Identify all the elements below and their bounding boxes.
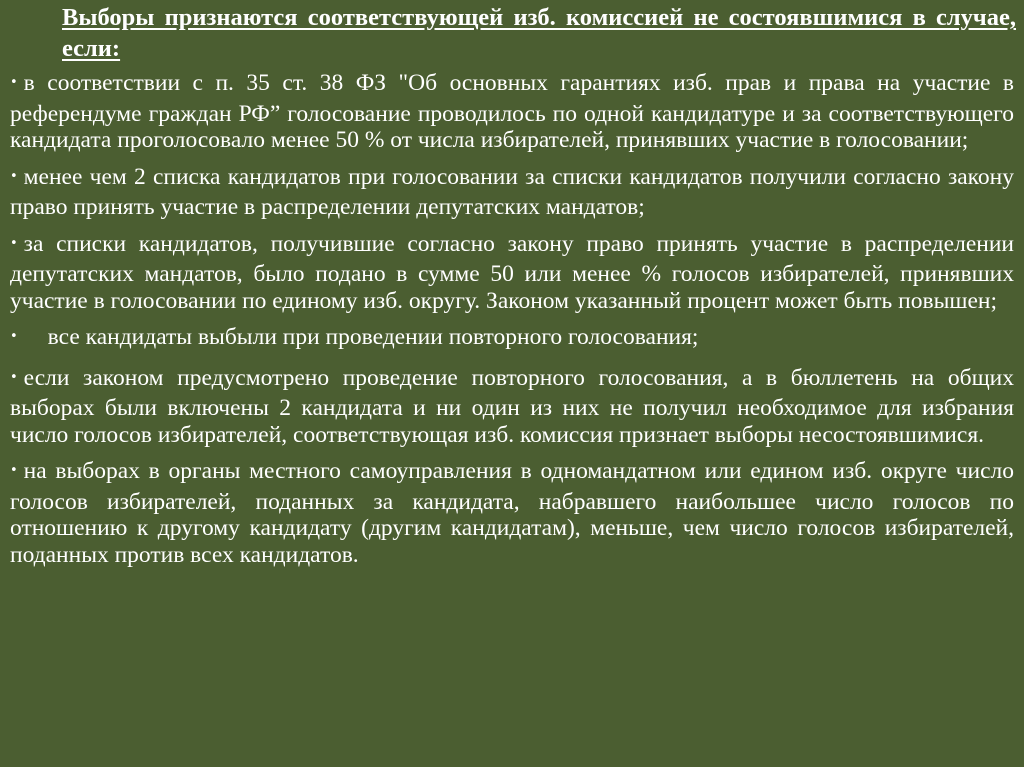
conditions-list	[10, 70, 1014, 578]
bullet-icon: •	[10, 75, 18, 90]
list-item	[10, 70, 1014, 154]
list-item-text: в соответствии с п. 35 ст. 38 ФЗ "Об основных гарантиях изб. прав и права на участие в референдуме граждан РФ” голосование проводилось по одной кандидатуре и за соответствующего кандидата проголосовало менее 50 % от числа избирателей, принявших участие в голосовании;	[10, 70, 1014, 153]
list-item	[10, 231, 1014, 315]
list-item-text: менее чем 2 списка кандидатов при голосовании за списки кандидатов получили согласно закону право принять участие в распределении депутатских мандатов;	[10, 163, 1014, 220]
list-item-text: на выборах в органы местного самоуправления в одномандатном или едином изб. округе число голосов избирателей, поданных за кандидата, набравшего наибольшее число голосов по отношению к другому кандидату (другим кандидатам), меньше, чем число голосов избирателей, поданных против всех кандидатов.	[10, 458, 1014, 568]
list-item	[10, 458, 1014, 568]
bullet-icon: •	[10, 369, 18, 385]
bullet-icon: •	[10, 168, 18, 184]
list-item	[10, 324, 1014, 355]
bullet-icon: •	[10, 235, 18, 251]
list-item	[10, 365, 1014, 449]
bullet-icon: •	[10, 463, 18, 478]
list-item	[10, 164, 1014, 221]
list-item-text: если законом предусмотрено проведение повторного голосования, а в бюллетень на общих выборах были включены 2 кандидата и ни один из них не получил необходимое для избрания число голосов избирателей, соответствующая изб. комиссия признает выборы несостоявшимися.	[10, 364, 1014, 448]
bullet-icon: •	[10, 329, 18, 344]
slide-heading: Выборы признаются соответствующей изб. комиссией не состоявшимися в случае, если:	[62, 4, 1016, 62]
list-item-text: все кандидаты выбыли при проведении повторного голосования;	[47, 324, 699, 350]
list-item-text: за списки кандидатов, получившие согласно закону право принять участие в распределении депутатских мандатов, было подано в сумме 50 или менее % голосов избирателей, принявших участие в голосовании по единому изб. округу. Законом указанный процент может быть повышен;	[10, 230, 1014, 314]
